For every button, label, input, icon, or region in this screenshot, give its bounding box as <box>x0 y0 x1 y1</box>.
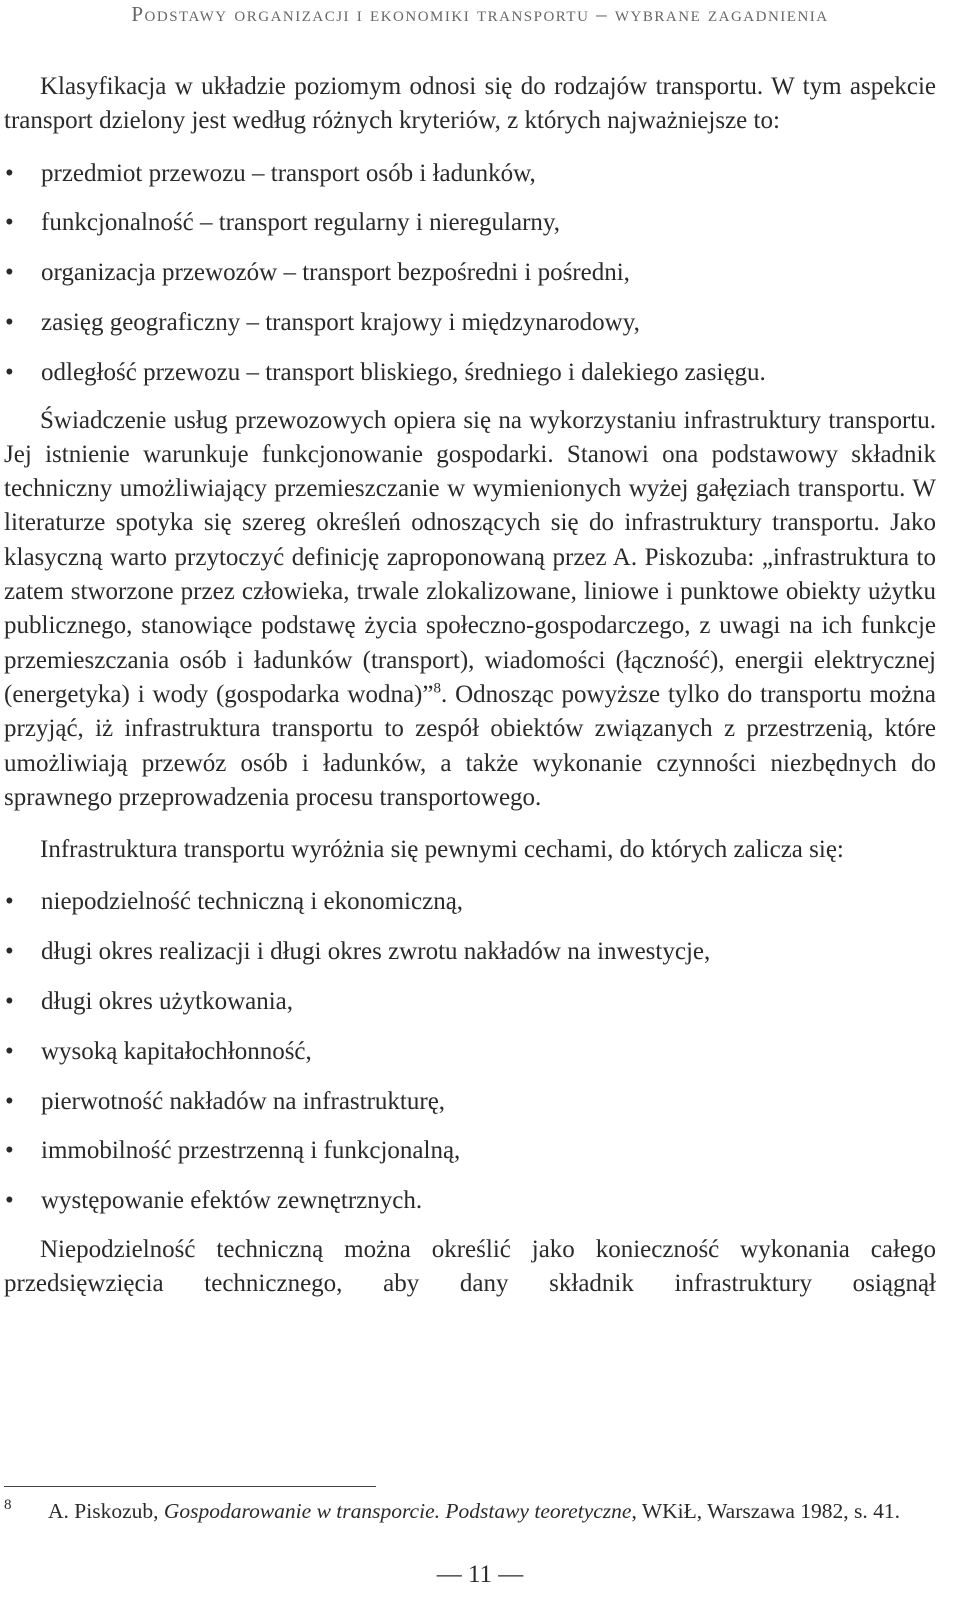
list-item: • występowanie efektów zewnętrznych. <box>4 1184 936 1218</box>
footnote-book-title: Gospodarowanie w transporcie. Podstawy teoretyczne <box>163 1499 632 1523</box>
list-item: • odległość przewozu – transport bliskiego, średniego i dalekiego zasięgu. <box>4 356 936 390</box>
list-item: • zasięg geograficzny – transport krajowy i międzynarodowy, <box>4 306 936 340</box>
list-item: • przedmiot przewozu – transport osób i ładunków, <box>4 157 936 191</box>
list-item: • immobilność przestrzenną i funkcjonalną, <box>4 1134 936 1168</box>
footnote-citation <box>48 1497 900 1525</box>
paragraph-text: Świadczenie usług przewozowych opiera się na wykorzystaniu infrastruktury transportu. Jej istnienie warunkuje funkcjonowanie gospodarki. Stanowi ona podstawowy składnik techniczny umożliwiający przemieszczanie w wymienionych wyżej gałęziach transportu. W literaturze spotyka się szereg określeń odnoszących się do infrastruktury transportu. Jako klasyczną warto przytoczyć definicję zaproponowaną przez A. Piskozuba: „infrastruktura to zatem stworzone przez człowieka, trwale zlokalizowane, liniowe i punktowe obiekty użytku publicznego, stanowiące podstawę życia społeczno-gospodarczego, z uwagi na ich funkcje przemieszczania osób i ładunków (transport), wiadomości (łączność), energii elektrycznej (energetyka) i wody (gospodarka wodna)” <box>4 406 936 708</box>
footnote-reference[interactable]: 8 <box>433 680 441 697</box>
features-intro-paragraph: Infrastruktura transportu wyróżnia się pewnymi cechami, do których zalicza się: <box>40 836 844 864</box>
page-number: — 11 — <box>436 1561 524 1588</box>
list-item: • długi okres użytkowania, <box>4 985 936 1019</box>
list-item: • długi okres realizacji i długi okres zwrotu nakładów na inwestycje, <box>4 935 936 969</box>
running-header: Podstawy organizacji i ekonomiki transportu – wybrane zagadnienia <box>131 2 829 26</box>
criteria-list <box>4 157 936 390</box>
list-item: • niepodzielność techniczną i ekonomiczną, <box>4 885 936 919</box>
paragraph-text-continued: . Odnosząc powyższe tylko do transportu można przyjąć, iż infrastruktura transportu to zespół obiektów związanych z przestrzenią, które umożliwiają przewóz osób i ładunków, a także wykonanie czynności niezbędnych do sprawnego przeprowadzenia procesu transportowego. <box>4 680 936 811</box>
page-body <box>4 70 936 1302</box>
list-item: • wysoką kapitałochłonność, <box>4 1035 936 1069</box>
footnote-number: 8 <box>4 1497 12 1513</box>
footnote-divider <box>4 1486 376 1487</box>
list-item: • funkcjonalność – transport regularny i nieregularny, <box>4 206 936 240</box>
intro-paragraph: Klasyfikacja w układzie poziomym odnosi się do rodzajów transportu. W tym aspekcie transport dzielony jest według różnych kryteriów, z których najważniejsze to: <box>4 73 936 135</box>
footnote-author: A. Piskozub, <box>48 1499 164 1523</box>
list-item: • pierwotność nakładów na infrastrukturę, <box>4 1085 936 1119</box>
footnote-publisher: , WKiŁ, Warszawa 1982, s. 41. <box>631 1499 901 1523</box>
list-item: • organizacja przewozów – transport bezpośredni i pośredni, <box>4 256 936 290</box>
indivisibility-paragraph: Niepodzielność techniczną można określić jako konieczność wykonania całego przedsięwzięcia technicznego, aby dany składnik infrastruktury osiągnął <box>4 1236 936 1298</box>
features-list <box>4 885 936 1218</box>
infrastructure-paragraph <box>4 404 936 816</box>
